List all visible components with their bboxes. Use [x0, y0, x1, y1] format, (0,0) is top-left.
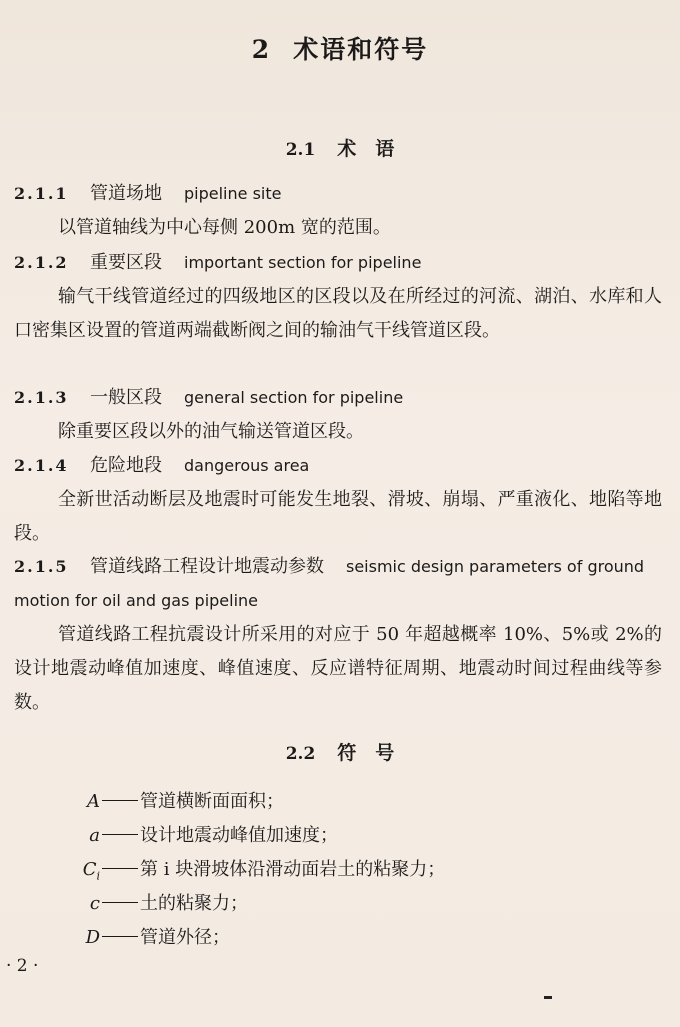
chapter-number: 2	[251, 35, 272, 64]
term-definition: 除重要区段以外的油气输送管道区段。	[58, 421, 364, 442]
symbol-description: 土的粘聚力；	[140, 893, 248, 914]
term-chinese: 管道场地	[90, 183, 162, 204]
symbol-entry	[0, 887, 600, 921]
symbol-letter-main: C	[82, 859, 97, 880]
section-title-text: 术 语	[337, 138, 395, 160]
term-number: 2.1.1	[14, 184, 69, 203]
symbol-letter: D	[85, 927, 100, 948]
symbol-description: 管道横断面面积；	[140, 791, 284, 812]
term-chinese: 危险地段	[90, 455, 162, 476]
print-mark	[544, 996, 552, 999]
term-heading	[14, 177, 662, 211]
term-definition: 以管道轴线为中心每侧 200m 宽的范围。	[58, 217, 391, 238]
section-number: 2.2	[285, 744, 316, 764]
term-definition: 管道线路工程抗震设计所采用的对应于 50 年超越概率 10%、5%或 2%的设计地震动峰值加速度、峰值速度、反应谱特征周期、地震动时间过程曲线等参数。	[14, 624, 662, 713]
term-chinese: 重要区段	[90, 252, 162, 273]
page-number: · 2 ·	[6, 956, 39, 976]
em-dash	[102, 868, 138, 869]
section-title-terms	[0, 134, 680, 161]
em-dash	[102, 936, 138, 937]
chapter-title	[0, 30, 680, 66]
term-heading	[14, 246, 662, 280]
section-title-symbols	[0, 738, 680, 765]
em-dash	[102, 834, 138, 835]
em-dash	[102, 800, 138, 801]
term-english: seismic design parameters of ground motion for oil and gas pipeline	[14, 557, 645, 610]
term-english: important section for pipeline	[184, 253, 422, 272]
section-number: 2.1	[285, 140, 316, 160]
chapter-title-text: 术语和符号	[293, 35, 429, 64]
term-number: 2.1.3	[14, 388, 69, 407]
term-heading	[14, 381, 662, 415]
term-heading	[14, 449, 662, 483]
symbol-description: 第 i 块滑坡体沿滑动面岩土的粘聚力；	[140, 859, 446, 880]
term-definition: 输气干线管道经过的四级地区的区段以及在所经过的河流、湖泊、水库和人口密集区设置的管道两端截断阀之间的输油气干线管道区段。	[14, 286, 662, 341]
term-chinese: 管道线路工程设计地震动参数	[90, 556, 324, 577]
term-definition: 全新世活动断层及地震时可能发生地裂、滑坡、崩塌、严重液化、地陷等地段。	[14, 489, 662, 544]
symbol-entry	[0, 785, 600, 819]
symbol-letter: A	[87, 791, 100, 812]
symbol-letter: a	[89, 825, 100, 846]
em-dash	[102, 902, 138, 903]
term-heading	[14, 550, 662, 618]
term-number: 2.1.4	[14, 456, 69, 475]
symbol-description: 管道外径；	[140, 927, 230, 948]
term-english: dangerous area	[184, 456, 310, 475]
term-number: 2.1.2	[14, 253, 69, 272]
symbol-description: 设计地震动峰值加速度；	[140, 825, 338, 846]
term-number: 2.1.5	[14, 557, 69, 576]
term-english: general section for pipeline	[184, 388, 404, 407]
symbol-entry	[0, 819, 600, 853]
symbol-subscript: i	[96, 869, 100, 883]
symbol-entry	[0, 921, 600, 955]
symbol-letter: c	[89, 893, 100, 914]
term-english: pipeline site	[184, 184, 282, 203]
term-chinese: 一般区段	[90, 387, 162, 408]
section-title-text: 符 号	[337, 742, 395, 764]
